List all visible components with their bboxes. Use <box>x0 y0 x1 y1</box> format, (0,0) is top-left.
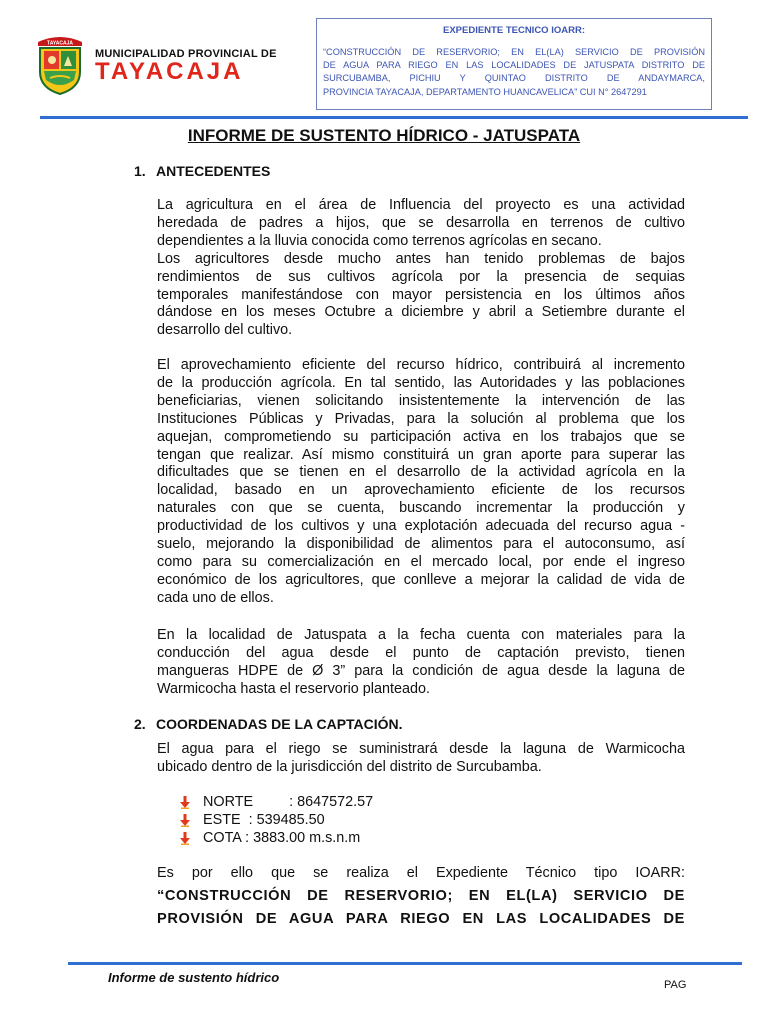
expediente-box <box>316 18 712 110</box>
coordinate-item-norte <box>180 794 373 812</box>
municipality-crest-logo <box>34 34 86 96</box>
section-heading-coordenadas <box>134 716 403 732</box>
expediente-line: “CONSTRUCCIÓN DE RESERVORIO; EN EL(LA) SERVICIO DE PROVISIÓN <box>323 47 705 57</box>
section-number: 2. <box>134 716 146 732</box>
arrow-down-bullet-icon <box>180 796 190 809</box>
expediente-line: SURCUBAMBA, PICHIU Y QUINTAO DISTRITO DE ANDAYMARCA, <box>323 73 705 84</box>
expediente-description <box>323 46 705 99</box>
project-name-bold <box>157 885 685 931</box>
text-line: conducción del agua desde el punto de captación previsto, tienen <box>157 644 685 661</box>
coordinate-value: COTA : 3883.00 m.s.n.m <box>203 829 361 846</box>
arrow-down-bullet-icon <box>180 814 190 827</box>
paragraph-coordenadas-2 <box>157 865 685 883</box>
text-line: localidad, basado en un aprovechamiento eficiente de los recursos <box>157 482 685 499</box>
text-line: tengan que realizar. Así mismo constituirá un gran aporte para superar las <box>157 446 685 463</box>
text-line: temporales manifestándose con mayor persistencia en los últimos años <box>157 286 685 303</box>
text-line: Es por ello que se realiza el Expediente Técnico tipo IOARR: <box>157 865 685 881</box>
footer-divider <box>68 962 742 965</box>
section-title: ANTECEDENTES <box>156 163 271 179</box>
text-line: dependientes a la lluvia conocida como terrenos agrícolas en secano. <box>157 232 602 249</box>
coordinates-list <box>180 794 373 848</box>
municipality-name-line2: TAYACAJA <box>95 58 244 85</box>
text-line: suelo, mejorando la disponibilidad de alimentos para el autoconsumo, así <box>157 536 685 553</box>
paragraph-antecedentes-1 <box>157 197 685 340</box>
expediente-line: PROVINCIA TAYACAJA, DEPARTAMENTO HUANCAVELICA” CUI N° 2647291 <box>323 86 647 97</box>
paragraph-coordenadas-1 <box>157 741 685 777</box>
coordinate-value: ESTE : 539485.50 <box>203 811 325 828</box>
coordinate-item-este <box>180 812 373 830</box>
text-line: Warmicocha hasta el reservorio planteado. <box>157 680 431 697</box>
text-line: El aprovechamiento eficiente del recurso hídrico, contribuirá al incremento <box>157 357 685 373</box>
svg-text:TAYACAJA: TAYACAJA <box>47 40 73 47</box>
paragraph-antecedentes-2 <box>157 357 685 608</box>
section-title: COORDENADAS DE LA CAPTACIÓN. <box>156 716 403 732</box>
expediente-line: DE AGUA PARA RIEGO EN LAS LOCALIDADES DE JATUSPATA DISTRITO DE <box>323 60 705 71</box>
coordinate-item-cota <box>180 830 373 848</box>
text-line: cada uno de ellos. <box>157 589 274 606</box>
text-line: ubicado dentro de la jurisdicción del distrito de Surcubamba. <box>157 758 542 775</box>
text-line: dándose en los meses Octubre a diciembre y abril a Setiembre durante el <box>157 304 685 321</box>
expediente-title: EXPEDIENTE TECNICO IOARR: <box>443 25 585 36</box>
text-line: desarrollo del cultivo. <box>157 322 293 339</box>
text-line: “CONSTRUCCIÓN DE RESERVORIO; EN EL(LA) SERVICIO DE <box>157 888 685 904</box>
text-line: beneficiarias, vienen solicitando insistentemente la intervención de las <box>157 392 685 409</box>
text-line: mangueras HDPE de Ø 3” para la condición de agua desde la laguna de <box>157 662 685 679</box>
header-divider <box>40 116 748 119</box>
document-title: INFORME DE SUSTENTO HÍDRICO - JATUSPATA <box>187 126 581 145</box>
text-line: de la producción agrícola. En tal sentido, las Autoridades y las poblaciones <box>157 374 685 391</box>
text-line: Instituciones Públicas y Privadas, para la solución al problema que los <box>157 410 685 427</box>
paragraph-antecedentes-3 <box>157 627 685 699</box>
coordinate-value: NORTE : 8647572.57 <box>203 794 374 810</box>
text-line: heredada de padres a hijos, que se desarrolla en terrenos de cultivo <box>157 214 685 231</box>
text-line: aquejan, comprometiendo su participación activa en los trabajos que se <box>157 428 685 445</box>
text-line: En la localidad de Jatuspata a la fecha cuenta con materiales para la <box>157 627 685 643</box>
text-line: dificultades que se tienen en el desarrollo de la actividad agrícola en la <box>157 464 685 481</box>
arrow-down-bullet-icon <box>180 832 190 845</box>
text-line: Los agricultores desde mucho antes han tenido problemas de bajos <box>157 250 685 267</box>
text-line: productividad de los cultivos y una explotación adecuada del recurso agua - <box>157 518 685 535</box>
text-line: PROVISIÓN DE AGUA PARA RIEGO EN LAS LOCALIDADES DE <box>157 911 685 927</box>
municipality-name-line1: MUNICIPALIDAD PROVINCIAL DE <box>95 48 277 60</box>
text-line: El agua para el riego se suministrará desde la laguna de Warmicocha <box>157 741 685 757</box>
text-line: como para su comercialización en el mercado local, por ende el ingreso <box>157 553 685 570</box>
text-line: económico de los agricultores, que conlleve a mejorar la calidad de vida de <box>157 571 685 588</box>
section-number: 1. <box>134 163 146 179</box>
page-label: PAG <box>664 979 687 991</box>
text-line: La agricultura en el área de Influencia del proyecto es una actividad <box>157 197 685 213</box>
footer-title: Informe de sustento hídrico <box>108 970 280 985</box>
text-line: rendimientos de sus cultivos agrícola por la presencia de sequias <box>157 268 685 285</box>
section-heading-antecedentes <box>134 163 270 179</box>
text-line: naturales con que se cuenta, buscando incrementar la producción y <box>157 500 685 517</box>
